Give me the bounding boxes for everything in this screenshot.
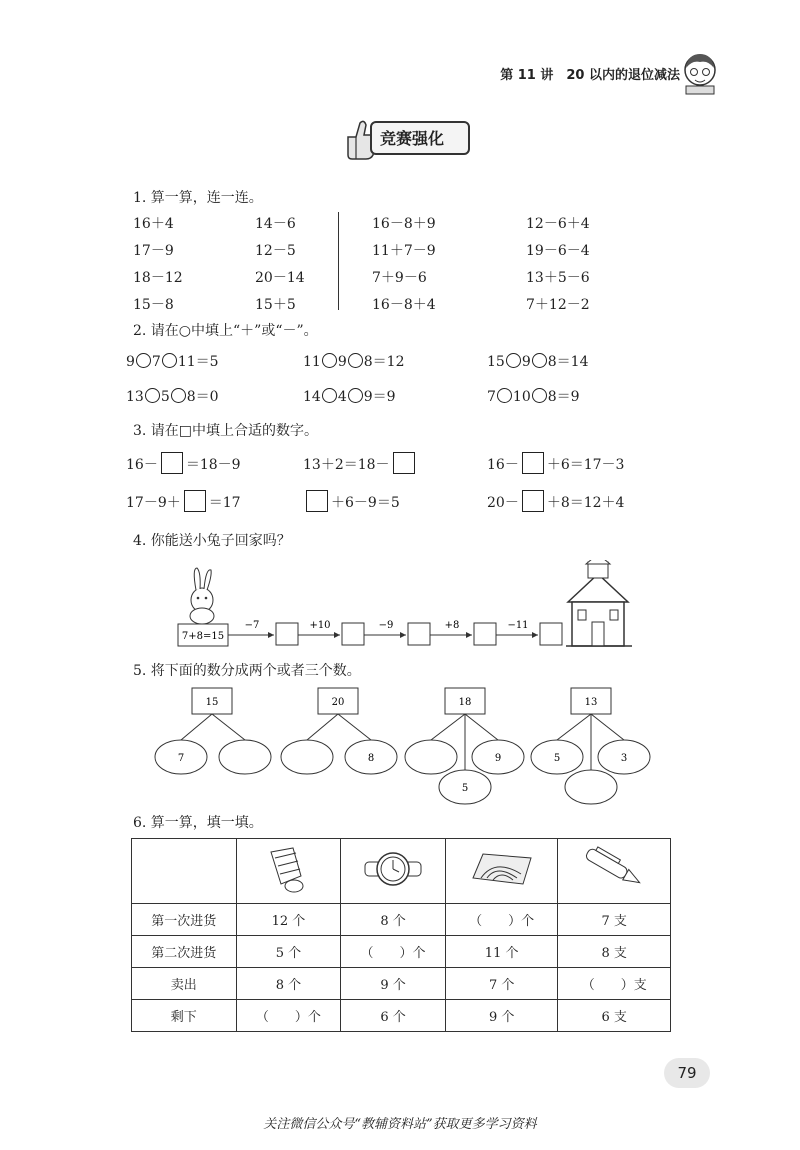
chapter-header: 第 11 讲 20 以内的退位减法 — [500, 68, 680, 83]
table-cell: 9 个 — [445, 1000, 558, 1032]
answer-box[interactable] — [276, 623, 298, 645]
q2-result: ＝5 — [195, 354, 219, 370]
q3-pre: 20－ — [487, 495, 519, 511]
split-line — [338, 714, 371, 740]
q2-equation — [126, 351, 219, 371]
operator-circle[interactable] — [348, 388, 363, 403]
answer-box[interactable] — [522, 490, 544, 512]
arrow-head-icon — [400, 632, 406, 638]
q1-expression: 20－14 — [255, 270, 305, 286]
part-number: 9 — [494, 753, 502, 764]
rabbit-icon — [190, 568, 214, 624]
q2-result: ＝9 — [372, 389, 396, 405]
q1-expression: 16＋4 — [133, 216, 174, 232]
part-number: 5 — [461, 783, 469, 794]
row-label: 剩下 — [132, 1000, 237, 1032]
arrow-head-icon — [466, 632, 472, 638]
split-line — [557, 714, 591, 740]
q2-number: 8 — [547, 389, 557, 405]
operator-circle[interactable] — [506, 353, 521, 368]
table-row — [132, 968, 671, 1000]
operator-circle[interactable] — [322, 388, 337, 403]
answer-box[interactable] — [474, 623, 496, 645]
footer-text: 关注微信公众号“教辅资料站”获取更多学习资料 — [263, 1117, 537, 1132]
table-row — [132, 839, 671, 904]
part-number: 5 — [553, 753, 561, 764]
answer-box[interactable] — [408, 623, 430, 645]
q2-number: 13 — [126, 389, 144, 405]
operator-circle[interactable] — [145, 388, 160, 403]
section-banner — [340, 115, 470, 161]
operator-circle[interactable] — [532, 353, 547, 368]
q1-expression: 18－12 — [133, 270, 183, 286]
watch-icon — [363, 844, 423, 894]
table-corner-cell — [132, 839, 237, 904]
part-number: 3 — [620, 753, 628, 764]
q3-pre: 13＋2＝18－ — [303, 457, 390, 473]
q2-result: ＝12 — [372, 354, 405, 370]
q4-title: 4. 你能送小兔子回家吗？ — [133, 533, 291, 549]
step-label: +10 — [309, 620, 331, 631]
q3-equation — [303, 490, 400, 512]
number-split-diagrams — [150, 680, 660, 810]
q2-number: 9 — [521, 354, 531, 370]
split-line — [431, 714, 465, 740]
operator-circle[interactable] — [136, 353, 151, 368]
q2-number: 4 — [337, 389, 347, 405]
stock-table — [131, 838, 671, 1032]
q2-equation — [303, 386, 396, 406]
q2-equation — [303, 351, 405, 371]
operator-circle[interactable] — [348, 353, 363, 368]
answer-box[interactable] — [393, 452, 415, 474]
split-group — [531, 688, 650, 804]
table-row — [132, 936, 671, 968]
table-cell: 12 个 — [236, 904, 341, 936]
q1-divider — [338, 212, 339, 310]
arrow-head-icon — [532, 632, 538, 638]
q2-number: 15 — [487, 354, 505, 370]
start-label: 7+8=15 — [181, 631, 225, 642]
total-number: 18 — [458, 697, 472, 708]
table-cell: 6 个 — [341, 1000, 446, 1032]
answer-box[interactable] — [306, 490, 328, 512]
split-group — [281, 688, 397, 774]
row-label: 第二次进货 — [132, 936, 237, 968]
q1-expression: 15－8 — [133, 297, 174, 313]
answer-cell[interactable]: （ ）个 — [445, 904, 558, 936]
eraser-icon — [467, 844, 537, 894]
split-group — [155, 688, 271, 774]
q2-result: ＝0 — [195, 389, 219, 405]
q1-expression: 7＋12－2 — [526, 297, 590, 313]
q2-number: 11 — [177, 354, 196, 370]
q1-expression: 12－6＋4 — [526, 216, 590, 232]
pen-cell — [558, 839, 671, 904]
q2-number: 8 — [363, 354, 373, 370]
q3-pre: 16－ — [126, 457, 158, 473]
part-oval[interactable] — [219, 740, 271, 774]
q2-equation — [487, 351, 589, 371]
split-line — [212, 714, 245, 740]
rabbit-path-diagram — [170, 560, 650, 656]
part-oval[interactable] — [281, 740, 333, 774]
table-row — [132, 1000, 671, 1032]
q1-expression: 17－9 — [133, 243, 174, 259]
q3-post: ＋6＝17－3 — [546, 457, 625, 473]
q2-equation — [126, 386, 219, 406]
q3-pre: 16－ — [487, 457, 519, 473]
q3-equation — [126, 452, 241, 474]
q3-pre: 17－9＋ — [126, 495, 181, 511]
shuttlecock-cell — [236, 839, 341, 904]
table-cell: 7 个 — [445, 968, 558, 1000]
operator-circle[interactable] — [322, 353, 337, 368]
answer-box[interactable] — [342, 623, 364, 645]
row-label: 第一次进货 — [132, 904, 237, 936]
operator-circle[interactable] — [171, 388, 186, 403]
q2-number: 10 — [512, 389, 531, 405]
table-cell: 8 支 — [558, 936, 671, 968]
table-cell: 6 支 — [558, 1000, 671, 1032]
total-number: 15 — [205, 697, 219, 708]
table-row — [132, 904, 671, 936]
part-number: 7 — [177, 753, 185, 764]
step-label: −9 — [378, 620, 394, 631]
q2-result: ＝9 — [556, 389, 580, 405]
q3-equation — [487, 452, 624, 474]
arrow-head-icon — [268, 632, 274, 638]
answer-box[interactable] — [161, 452, 183, 474]
q2-number: 9 — [126, 354, 135, 370]
q2-number: 7 — [487, 389, 496, 405]
operator-circle[interactable] — [497, 388, 512, 403]
banner-label: 竞赛强化 — [380, 129, 445, 148]
q2-number: 7 — [151, 354, 161, 370]
q1-title: 1. 算一算，连一连。 — [133, 190, 263, 206]
pen-icon — [579, 844, 649, 894]
table-cell: 7 支 — [558, 904, 671, 936]
q2-number: 11 — [303, 354, 321, 370]
mascot-icon — [680, 50, 720, 96]
answer-box[interactable] — [184, 490, 206, 512]
answer-box[interactable] — [540, 623, 562, 645]
split-line — [465, 714, 498, 740]
q3-title: 3. 请在□中填上合适的数字。 — [133, 423, 319, 439]
answer-box[interactable] — [522, 452, 544, 474]
answer-cell[interactable]: （ ）个 — [236, 1000, 341, 1032]
q2-number: 14 — [303, 389, 321, 405]
total-number: 13 — [584, 697, 598, 708]
answer-cell[interactable]: （ ）支 — [558, 968, 671, 1000]
page-number: 79 — [664, 1058, 710, 1088]
split-group — [405, 688, 524, 804]
arrow-head-icon — [334, 632, 340, 638]
q1-expression: 14－6 — [255, 216, 296, 232]
q2-title: 2. 请在○中填上“＋”或“－”。 — [133, 323, 318, 339]
house-icon — [566, 560, 632, 646]
operator-circle[interactable] — [162, 353, 177, 368]
q1-expression: 7＋9－6 — [372, 270, 427, 286]
answer-cell[interactable]: （ ）个 — [341, 936, 446, 968]
q2-number: 8 — [547, 354, 557, 370]
row-label: 卖出 — [132, 968, 237, 1000]
step-label: −11 — [507, 620, 529, 631]
step-label: +8 — [444, 620, 460, 631]
q3-post: ＝17 — [208, 495, 241, 511]
part-number: 8 — [367, 753, 375, 764]
part-oval[interactable] — [565, 770, 617, 804]
q1-expression: 16－8＋4 — [372, 297, 436, 313]
q2-result: ＝14 — [556, 354, 589, 370]
split-line — [181, 714, 212, 740]
split-line — [307, 714, 338, 740]
table-cell: 9 个 — [341, 968, 446, 1000]
q2-number: 9 — [363, 389, 373, 405]
table-cell: 11 个 — [445, 936, 558, 968]
eraser-cell — [445, 839, 558, 904]
q1-expression: 16－8＋9 — [372, 216, 436, 232]
table-cell: 5 个 — [236, 936, 341, 968]
q6-title: 6. 算一算，填一填。 — [133, 815, 263, 831]
watch-cell — [341, 839, 446, 904]
q2-number: 8 — [186, 389, 196, 405]
q3-post: ＝18－9 — [185, 457, 241, 473]
q3-equation — [126, 490, 241, 512]
q1-expression: 15＋5 — [255, 297, 296, 313]
q2-number: 9 — [337, 354, 347, 370]
q2-equation — [487, 386, 580, 406]
split-line — [591, 714, 624, 740]
q2-number: 5 — [160, 389, 170, 405]
q3-post: ＋6－9＝5 — [331, 495, 400, 511]
q1-expression: 19－6－4 — [526, 243, 590, 259]
q1-expression: 12－5 — [255, 243, 296, 259]
q3-equation — [303, 452, 418, 474]
step-label: −7 — [244, 620, 260, 631]
q1-expression: 11＋7－9 — [372, 243, 436, 259]
q3-post: ＋8＝12＋4 — [546, 495, 625, 511]
part-oval[interactable] — [405, 740, 457, 774]
q5-title: 5. 将下面的数分成两个或者三个数。 — [133, 663, 361, 679]
q3-equation — [487, 490, 624, 512]
table-cell: 8 个 — [341, 904, 446, 936]
shuttlecock-icon — [263, 844, 313, 894]
table-cell: 8 个 — [236, 968, 341, 1000]
q1-expression: 13＋5－6 — [526, 270, 590, 286]
operator-circle[interactable] — [532, 388, 547, 403]
total-number: 20 — [331, 697, 345, 708]
